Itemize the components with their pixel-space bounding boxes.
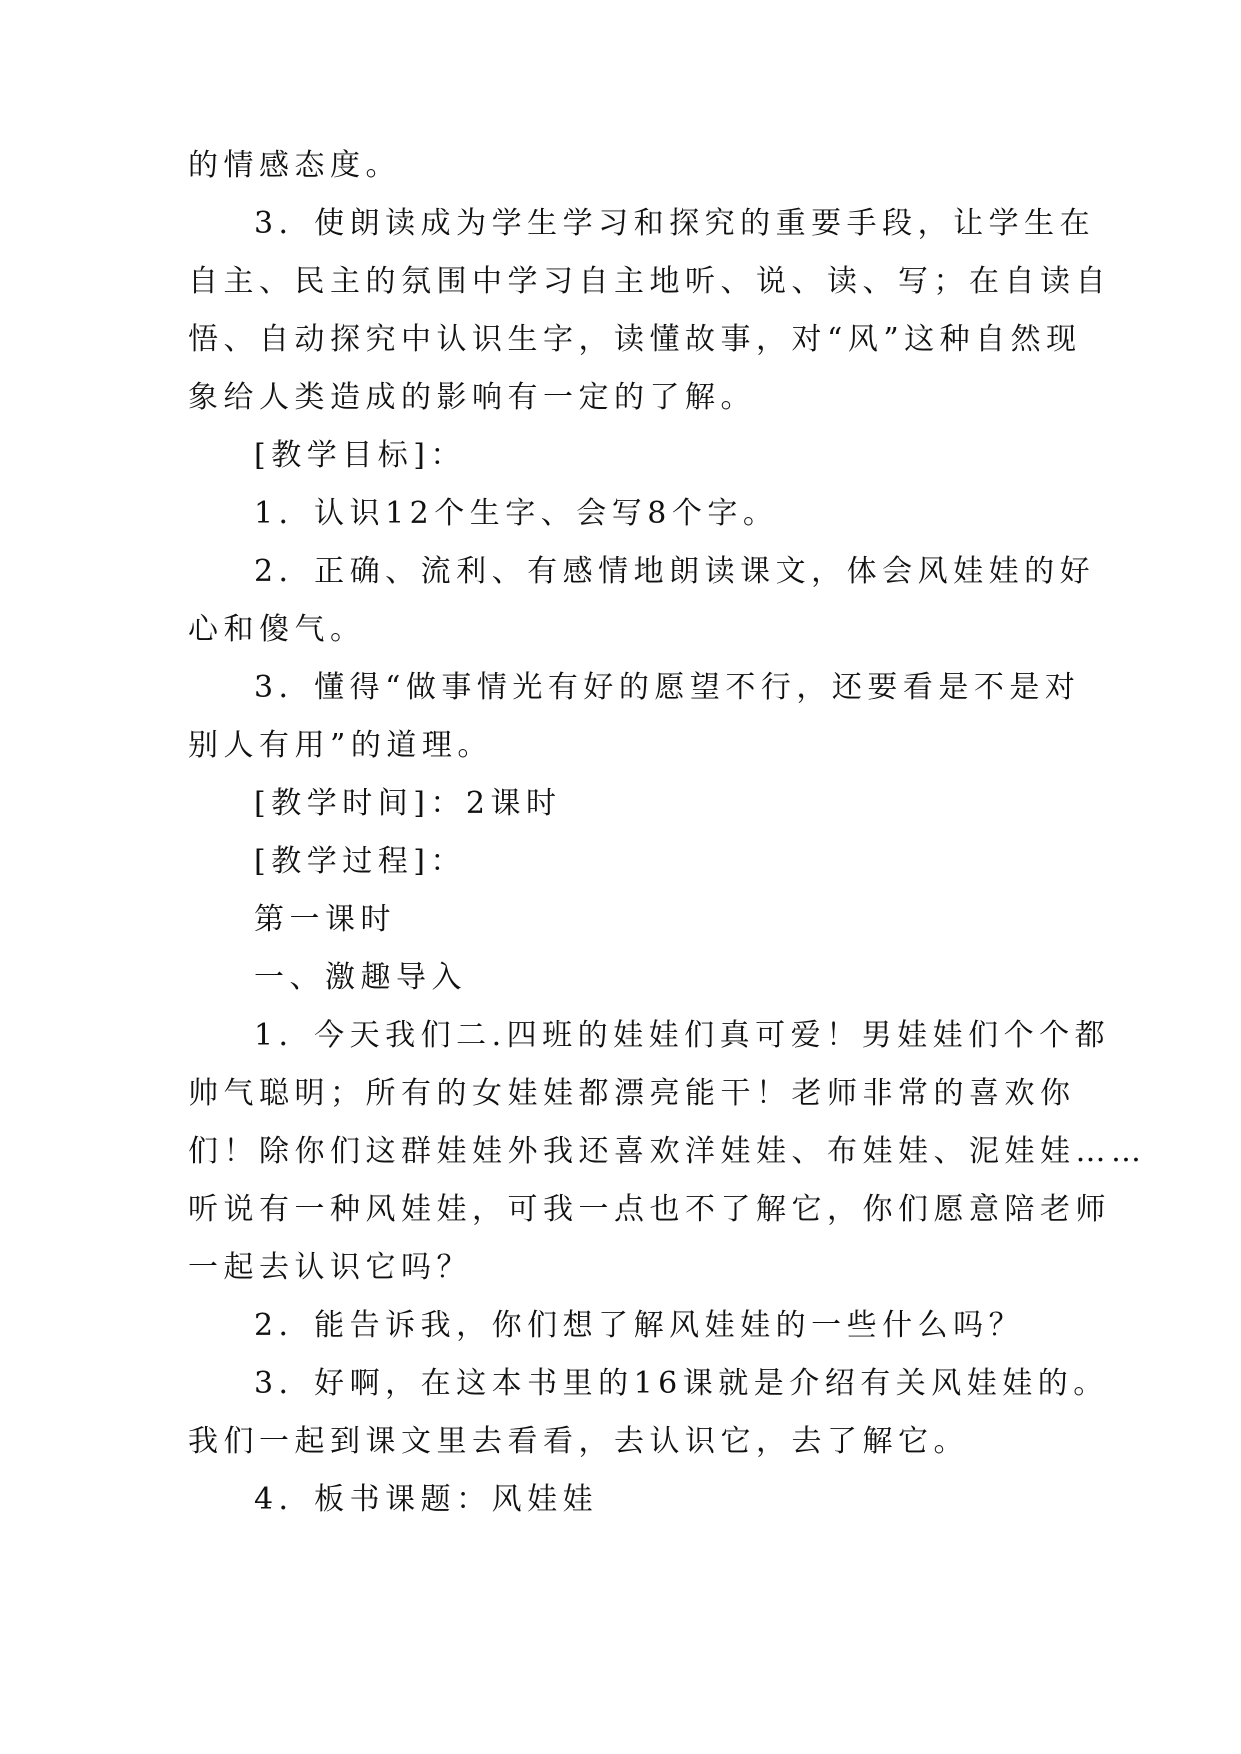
text-line: 象给人类造成的影响有一定的了解。	[188, 380, 756, 415]
text-line: 们！除你们这群娃娃外我还喜欢洋娃娃、布娃娃、泥娃娃……	[188, 1134, 1147, 1169]
subsection-heading: 一、激趣导入	[254, 960, 467, 995]
text-line: 1．认识12个生字、会写8个字。	[254, 496, 779, 531]
section-heading: [教学目标]：	[254, 438, 466, 473]
text-line: 的情感态度。	[188, 148, 401, 183]
text-line: 我们一起到课文里去看看，去认识它，去了解它。	[188, 1424, 969, 1459]
text-line: 1．今天我们二.四班的娃娃们真可爱！男娃娃们个个都	[254, 1018, 1111, 1053]
text-line: 3．使朗读成为学生学习和探究的重要手段，让学生在	[254, 206, 1096, 241]
text-line: 心和傻气。	[188, 612, 366, 647]
text-line: 2．能告诉我，你们想了解风娃娃的一些什么吗？	[254, 1308, 1025, 1343]
text-line: 3．懂得“做事情光有好的愿望不行，还要看是不是对	[254, 670, 1081, 705]
text-line: 悟、自动探究中认识生字，读懂故事，对“风”这种自然现	[188, 322, 1082, 357]
text-line: 2．正确、流利、有感情地朗读课文，体会风娃娃的好	[254, 554, 1096, 589]
section-heading: [教学时间]：2课时	[254, 786, 562, 821]
text-line: 帅气聪明；所有的女娃娃都漂亮能干！老师非常的喜欢你	[188, 1076, 1076, 1111]
text-line: 一起去认识它吗？	[188, 1250, 472, 1285]
text-line: 4．板书课题：风娃娃	[254, 1482, 599, 1517]
text-line: 听说有一种风娃娃，可我一点也不了解它，你们愿意陪老师	[188, 1192, 1111, 1227]
text-line: 别人有用”的道理。	[188, 728, 493, 763]
subsection-heading: 第一课时	[254, 902, 396, 937]
text-line: 3．好啊，在这本书里的16课就是介绍有关风娃娃的。	[254, 1366, 1109, 1401]
text-line: 自主、民主的氛围中学习自主地听、说、读、写；在自读自	[188, 264, 1111, 299]
section-heading: [教学过程]：	[254, 844, 466, 879]
